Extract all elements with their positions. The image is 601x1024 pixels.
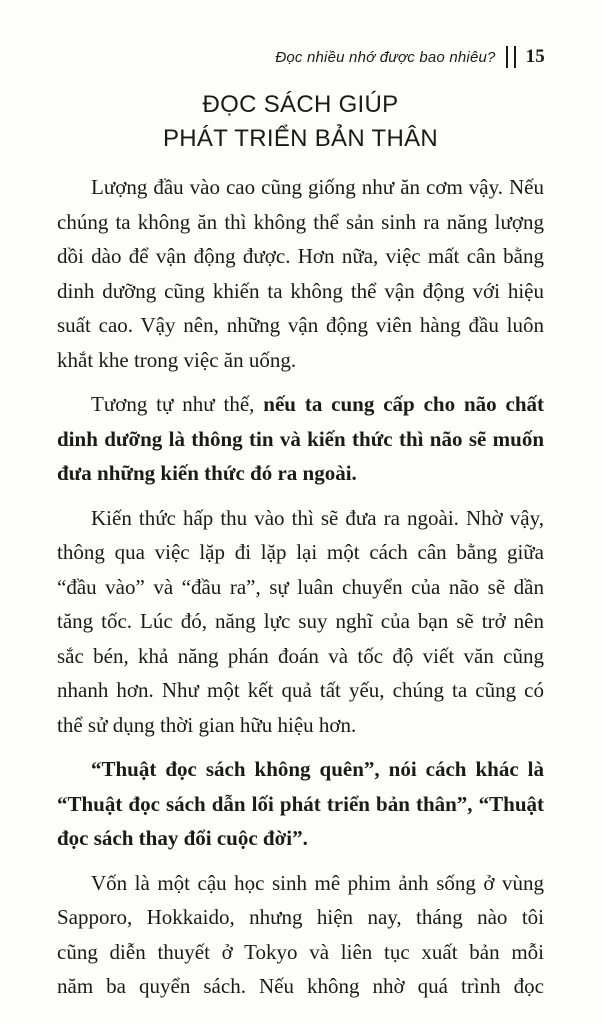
chapter-title <box>0 88 601 156</box>
paragraph-3 <box>57 501 544 743</box>
text-line: “Thuật đọc sách không quên”, nói cách khác là <box>91 757 544 781</box>
text-line: đọc sách thay đổi cuộc đời”. <box>57 826 308 850</box>
text-line: cũng diễn thuyết ở Tokyo và liên tục xuất bản mỗi <box>57 939 544 964</box>
text-line: dồi dào để vận động được. Hơn nữa, việc mất cân bằng <box>57 244 544 268</box>
text-line: khắt khe trong việc ăn uống. <box>57 347 297 372</box>
text-line: Kiến thức hấp thu vào thì sẽ đưa ra ngoài. Nhờ vậy, <box>91 505 544 530</box>
text-line: sắc bén, khả năng phán đoán và tốc độ viết văn cũng <box>57 643 544 668</box>
text-line: suất cao. Vậy nên, những vận động viên hàng đầu luôn <box>57 313 544 337</box>
text-line: “Thuật đọc sách dẫn lối phát triển bản thân”, “Thuật <box>57 791 544 816</box>
text-line: Sapporo, Hokkaido, nhưng hiện nay, tháng nào tôi <box>57 905 544 929</box>
text-line: Lượng đầu vào cao cũng giống như ăn cơm vậy. Nếu <box>91 175 544 199</box>
header-separator <box>506 46 516 68</box>
text-line: dinh dưỡng là thông tin và kiến thức thì não sẽ muốn <box>57 426 544 451</box>
text-line: chúng ta không ăn thì không thể sản sinh ra năng lượng <box>57 209 544 234</box>
chapter-title-line-2: PHÁT TRIỂN BẢN THÂN <box>162 125 439 152</box>
text-line: đưa những kiến thức đó ra ngoài. <box>57 461 357 485</box>
body-text <box>57 170 544 1014</box>
running-title: Đọc nhiều nhớ được bao nhiêu? <box>275 48 496 66</box>
running-header <box>275 46 545 68</box>
text-run-normal: Tương tự như thế, <box>91 392 264 416</box>
text-line: dinh dưỡng cũng khiến ta không thể vận động với hiệu <box>57 278 544 303</box>
paragraph-5 <box>57 866 544 1004</box>
page-number: 15 <box>525 46 545 67</box>
text-line: thông qua việc lặp đi lặp lại một cách cân bằng giữa <box>57 540 544 564</box>
text-line: “đầu vào” và “đầu ra”, sự luân chuyển của não sẽ dần <box>57 574 544 599</box>
text-run-bold: nếu ta cung cấp cho não chất <box>263 392 544 416</box>
text-line <box>57 387 544 422</box>
text-line: thể sử dụng thời gian hữu hiệu hơn. <box>57 712 357 737</box>
text-line: nhanh hơn. Như một kết quả tất yếu, chúng ta cũng có <box>57 678 544 702</box>
text-line: năm ba quyển sách. Nếu không nhờ quá trình đọc <box>57 974 544 998</box>
paragraph-4-bold <box>57 752 544 856</box>
text-line: tăng tốc. Lúc đó, năng lực suy nghĩ của bạn sẽ trở nên <box>57 609 544 633</box>
chapter-title-line-1: ĐỌC SÁCH GIÚP <box>202 91 399 118</box>
paragraph-2 <box>57 387 544 491</box>
text-line: Vốn là một cậu học sinh mê phim ảnh sống ở vùng <box>91 870 544 895</box>
paragraph-1 <box>57 170 544 377</box>
